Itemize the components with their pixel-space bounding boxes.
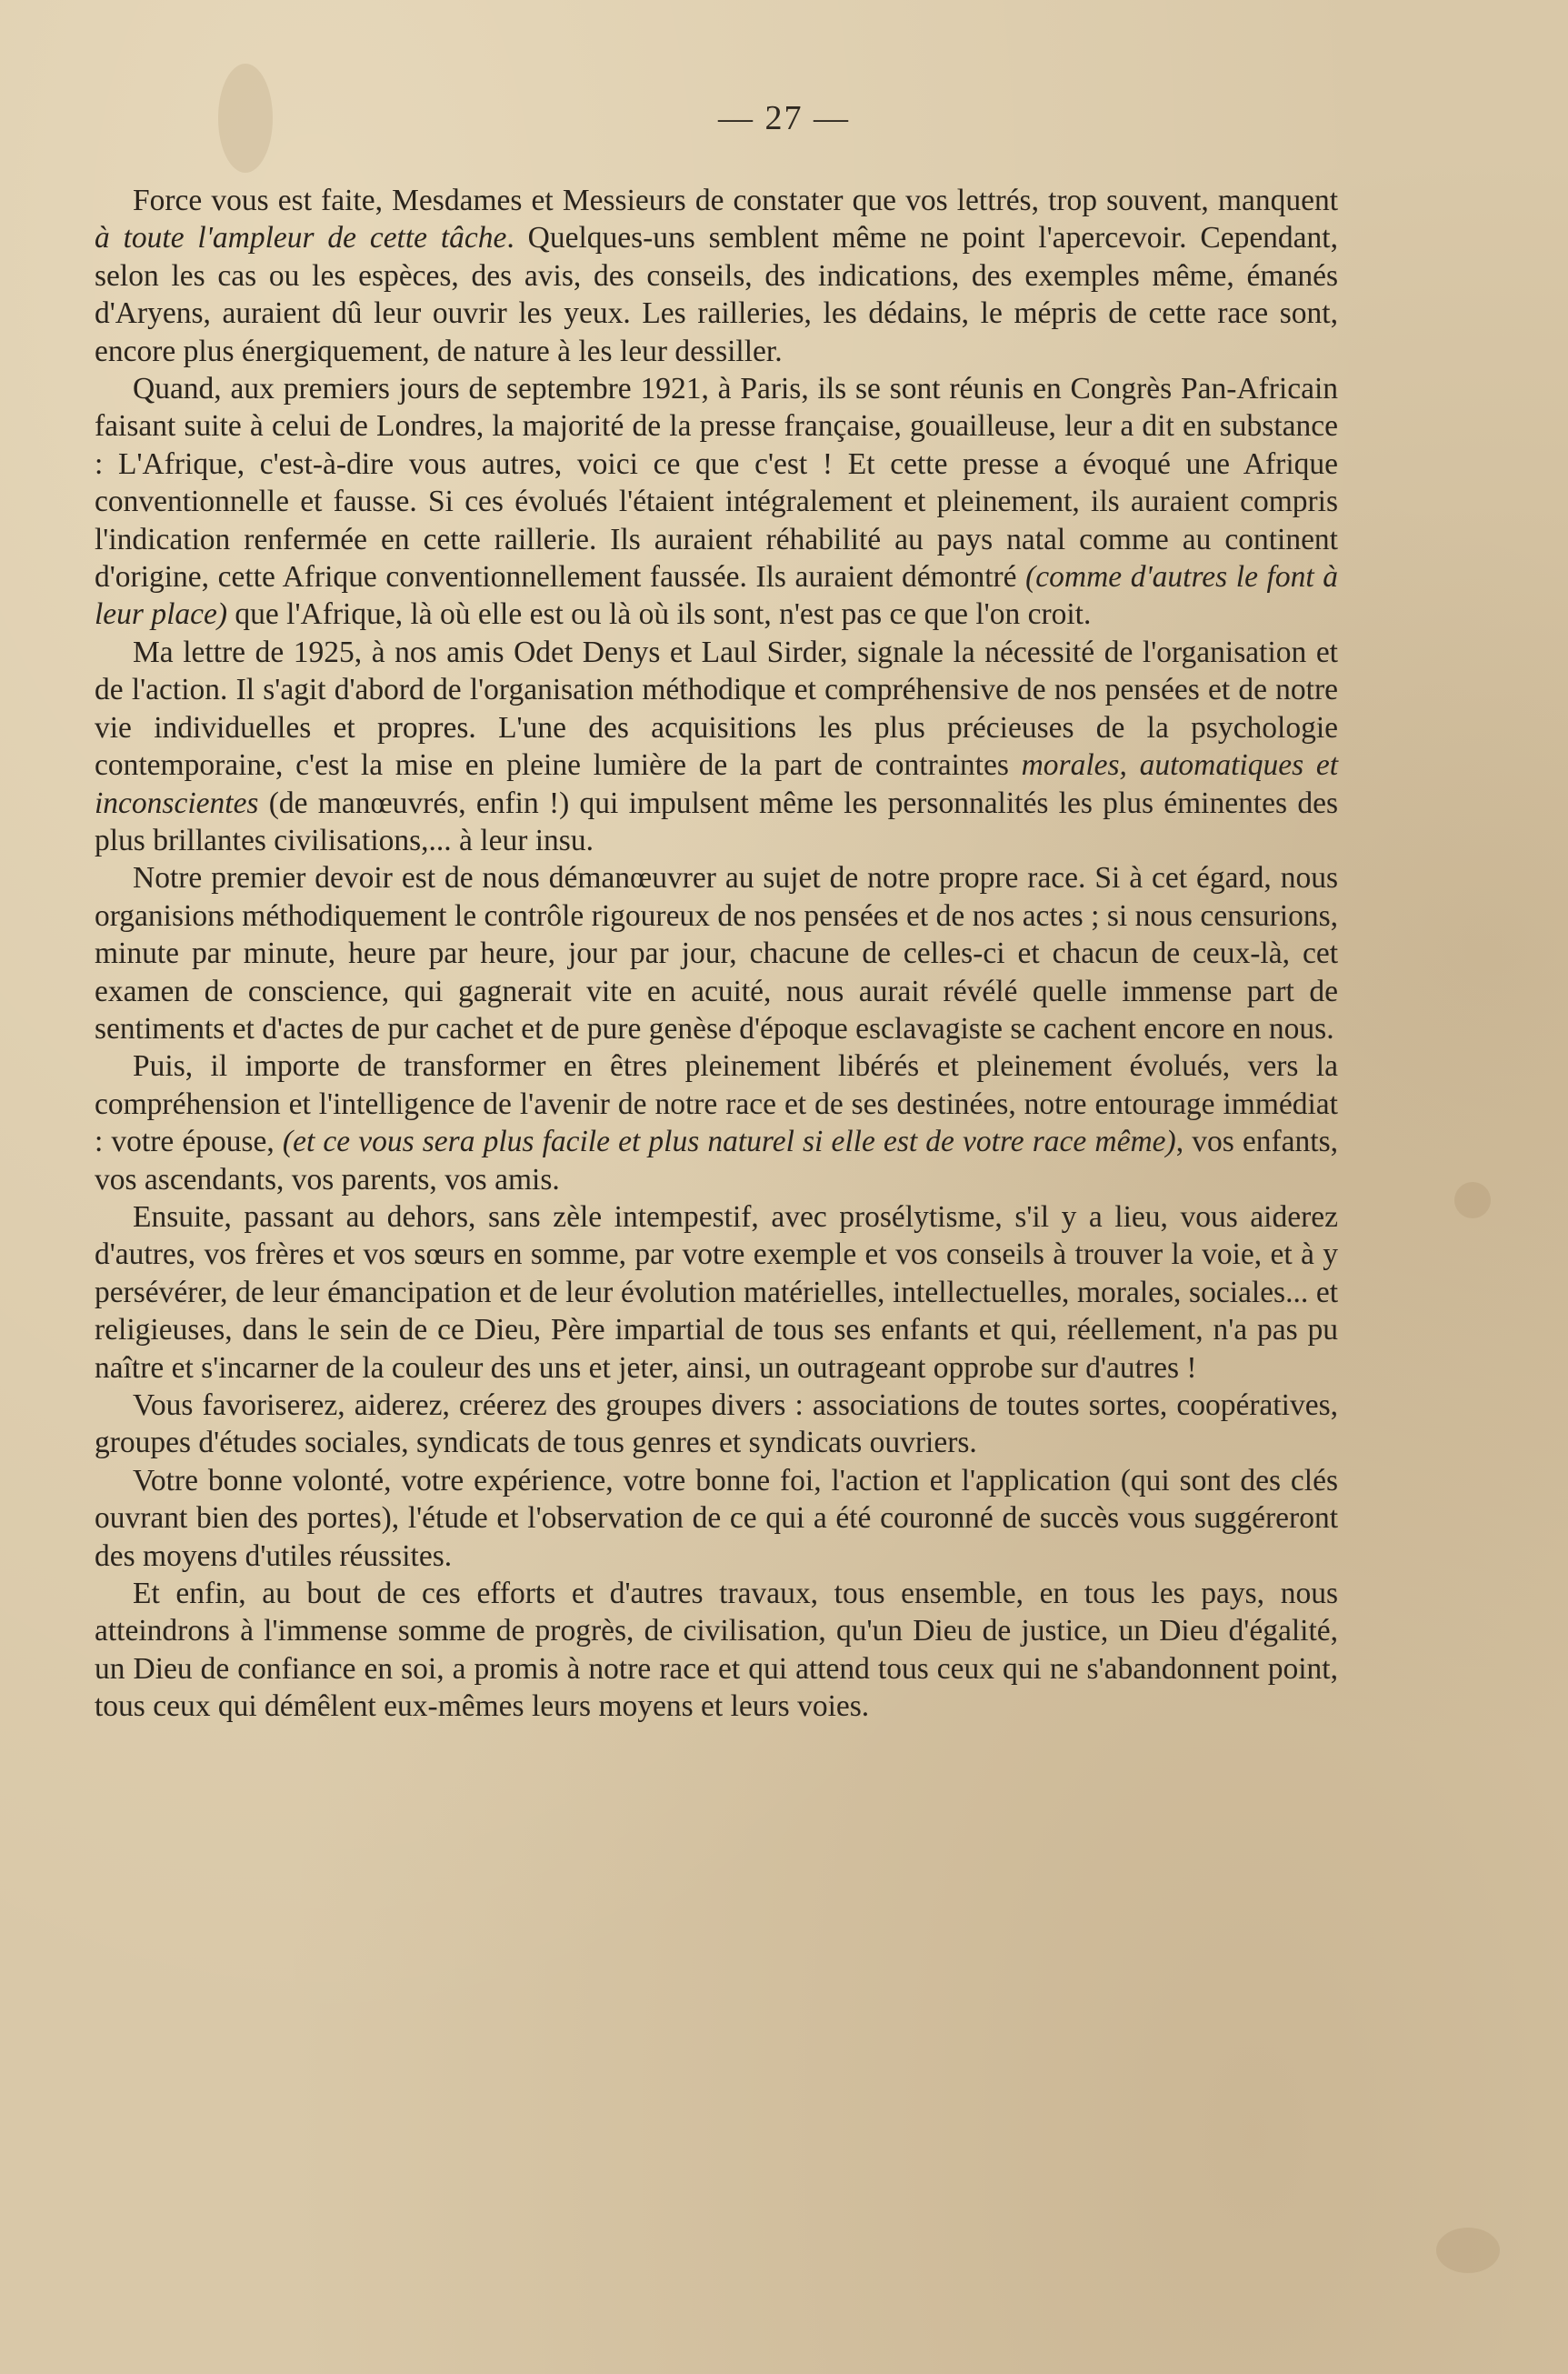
paragraph-8: Votre bonne volonté, votre expérience, votre bonne foi, l'action et l'application (qui sont des clés ouvrant bien des portes), l'étude et l'observation de ce qui a été couronné de succès vous suggéreront des moyens d'utiles réussites.: [95, 1463, 1338, 1573]
paper-stain: [1454, 1182, 1491, 1218]
page-number: — 27 —: [718, 99, 850, 137]
paragraph-9: Et enfin, au bout de ces efforts et d'autres travaux, tous ensemble, en tous les pays, nous atteindrons à l'immense somme de progrès, de civilisation, qu'un Dieu de justice, un Dieu d'égalité, un Dieu de confiance en soi, a promis à notre race et qui attend tous ceux qui ne s'abandonnent point, tous ceux qui démêlent eux-mêmes leurs moyens et leurs voies.: [95, 1577, 1338, 1724]
paragraph-7: Vous favoriserez, aiderez, créerez des groupes divers : associations de toutes sortes, coopératives, groupes d'études sociales, syndicats de tous genres et syndicats ouvriers.: [95, 1388, 1338, 1460]
paragraph-3: Ma lettre de 1925, à nos amis Odet Denys et Laul Sirder, signale la nécessité de l'organisation et de l'action. Il s'agit d'abord de l'organisation méthodique et compréhensive de nos pensées et de notre vie individuelles et propres. L'une des acquisitions les plus précieuses de la psychologie contemporaine, c'est la mise en pleine lumière de la part de contraintes morales, automatiques et inconscientes (de manœuvrés, enfin !) qui impulsent même les personnalités les plus éminentes des plus brillantes civilisations,... à leur insu.: [95, 635, 1338, 857]
paragraph-5: Puis, il importe de transformer en êtres pleinement libérés et pleinement évolués, vers la compréhension et l'intelligence de l'avenir de notre race et de ses destinées, notre entourage immédiat : votre épouse, (et ce vous sera plus facile et plus naturel si elle est de votre race même), vos enfants, vos ascendants, vos parents, vos amis.: [95, 1049, 1338, 1197]
paper-stain: [1436, 2228, 1500, 2273]
paragraph-1: Force vous est faite, Mesdames et Messieurs de constater que vos lettrés, trop souvent, manquent à toute l'ampleur de cette tâche. Quelques-uns semblent même ne point l'apercevoir. Cependant, selon les cas ou les espèces, des avis, des conseils, des indications, des exemples même, émanés d'Aryens, auraient dû leur ouvrir les yeux. Les railleries, les dédains, le mépris de cette race sont, encore plus énergiquement, de nature à les leur dessiller.: [95, 184, 1338, 368]
paragraph-6: Ensuite, passant au dehors, sans zèle intempestif, avec prosélytisme, s'il y a lieu, vous aiderez d'autres, vos frères et vos sœurs en somme, par votre exemple et vos conseils à trouver la voie, et à y persévérer, de leur émancipation et de leur évolution matérielles, intellectuelles, morales, sociales... et religieuses, dans le sein de ce Dieu, Père impartial de tous ses enfants et qui, réellement, n'a pas pu naître et s'incarner de la couleur des uns et jeter, ainsi, un outrageant opprobe sur d'autres !: [95, 1199, 1338, 1385]
paragraph-2: Quand, aux premiers jours de septembre 1921, à Paris, ils se sont réunis en Congrès Pan-Africain faisant suite à celui de Londres, la majorité de la presse française, gouailleuse, leur a dit en substance : L'Afrique, c'est-à-dire vous autres, voici ce que c'est ! Et cette presse a évoqué une Afrique conventionnelle et fausse. Si ces évolués l'étaient intégralement et pleinement, ils auraient compris l'indication renfermée en cette raillerie. Ils auraient réhabilité au pays natal comme au continent d'origine, cette Afrique conventionnellement faussée. Ils auraient démontré (comme d'autres le font à leur place) que l'Afrique, là où elle est ou là où ils sont, n'est pas ce que l'on croit.: [95, 372, 1339, 632]
body-text: [95, 182, 1338, 1726]
paragraph-4: Notre premier devoir est de nous démanœuvrer au sujet de notre propre race. Si à cet égard, nous organisions méthodiquement le contrôle rigoureux de nos pensées et de nos actes ; si nous censurions, minute par minute, heure par heure, jour par jour, chacune de celles-ci et chacun de ceux-là, cet examen de conscience, qui gagnerait vite en acuité, nous aurait révélé quelle immense part de sentiments et d'actes de pur cachet et de pure genèse d'époque esclavagiste se cachent encore en nous.: [95, 861, 1338, 1046]
